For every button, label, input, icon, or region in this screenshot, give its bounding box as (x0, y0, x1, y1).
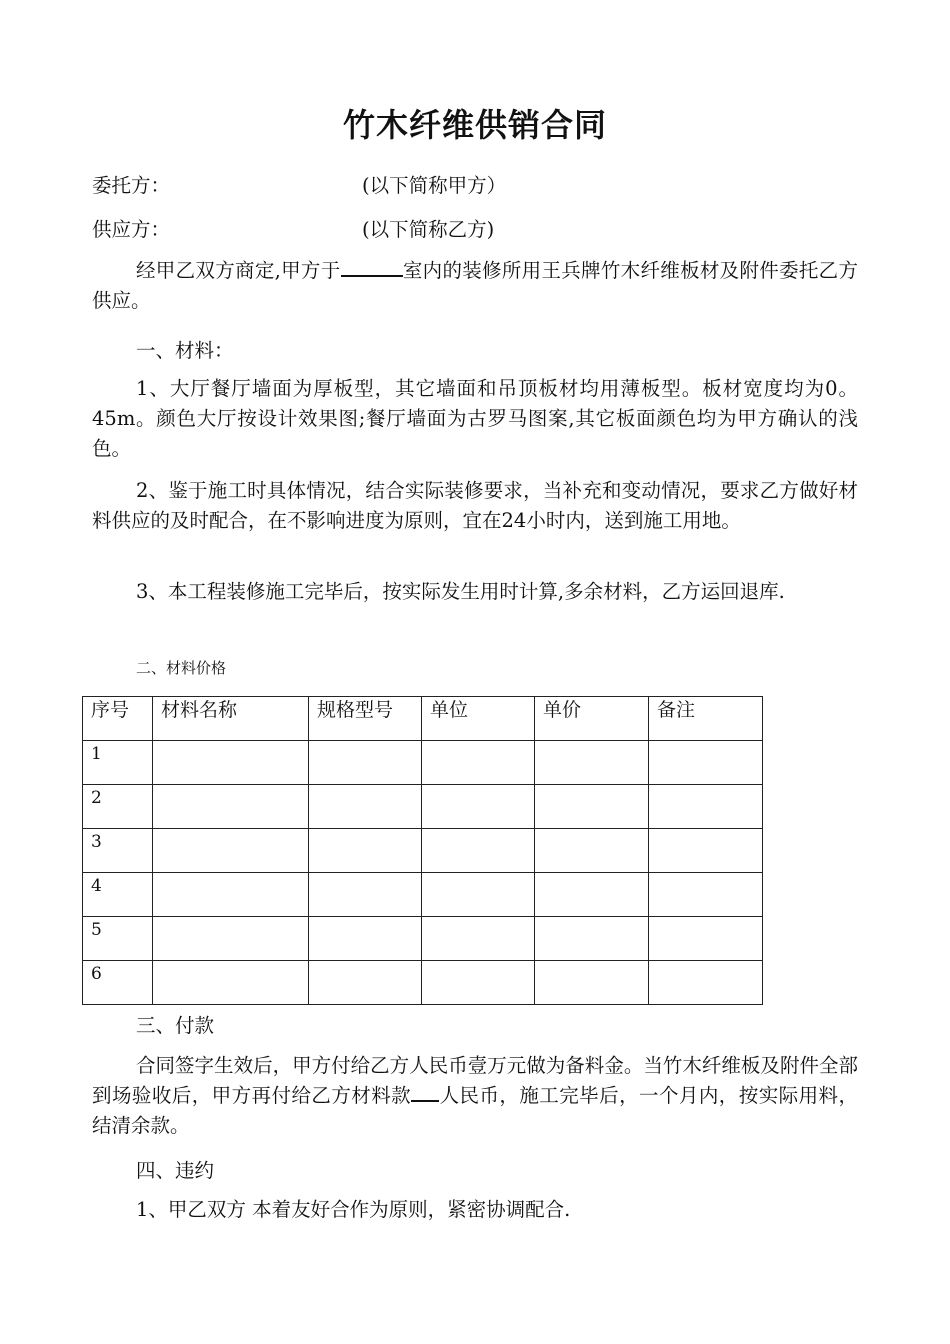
table-row: 5 (83, 917, 763, 961)
section-4-title: 四、违约 (136, 1159, 215, 1182)
header-material-name: 材料名称 (153, 697, 309, 741)
section-3-paragraph: 合同签字生效后，甲方付给乙方人民币壹万元做为备料金。当竹木纤维板及附件全部到场验收后，甲方再付给乙方材料款 人民币，施工完毕后，一个月内，按实际用料，结清余款。 (92, 1054, 858, 1137)
document-title: 竹木纤维供销合同 (342, 106, 607, 144)
party-a-note: (以下简称甲方） (362, 174, 507, 197)
table-header-row (83, 697, 763, 741)
table-row: 4 (83, 873, 763, 917)
section-1-item-1: 1、大厅餐厅墙面为厚板型，其它墙面和吊顶板材均用薄板型。板材宽度均为0。45m。颜色大厅按设计效果图;餐厅墙面为古罗马图案,其它板面颜色均为甲方确认的浅色。 (92, 377, 858, 460)
header-index: 序号 (83, 697, 153, 741)
party-b-line (92, 214, 494, 242)
table-row: 3 (83, 829, 763, 873)
section-1-item-3: 3、本工程装修施工完毕后，按实际发生用时计算,多余材料，乙方运回退库. (136, 580, 785, 603)
section-1-title: 一、材料： (136, 339, 234, 362)
header-unit-price: 单价 (535, 697, 649, 741)
table-row: 1 (83, 741, 763, 785)
party-a-line (92, 170, 506, 198)
party-a-label: 委托方： (92, 174, 171, 197)
table-row: 2 (83, 785, 763, 829)
party-b-label: 供应方： (92, 218, 171, 241)
section-4-item-1: 1、甲乙双方 本着友好合作为原则，紧密协调配合. (136, 1198, 571, 1221)
header-spec: 规格型号 (309, 697, 422, 741)
amount-blank (411, 1084, 439, 1102)
header-unit: 单位 (422, 697, 535, 741)
price-table (82, 696, 763, 1005)
date-blank (341, 259, 403, 277)
section-2-title: 二、材料价格 (136, 659, 227, 677)
section-1-item-2: 2、鉴于施工时具体情况，结合实际装修要求，当补充和变动情况，要求乙方做好材料供应的及时配合，在不影响进度为原则，宜在24小时内，送到施工用地。 (92, 479, 858, 532)
party-b-note: (以下简称乙方) (362, 218, 495, 241)
table-row: 6 (83, 961, 763, 1005)
section-3-title: 三、付款 (136, 1014, 215, 1037)
header-remarks: 备注 (649, 697, 763, 741)
intro-paragraph: 经甲乙双方商定,甲方于 室内的装修所用王兵牌竹木纤维板材及附件委托乙方供应。 (92, 259, 858, 312)
